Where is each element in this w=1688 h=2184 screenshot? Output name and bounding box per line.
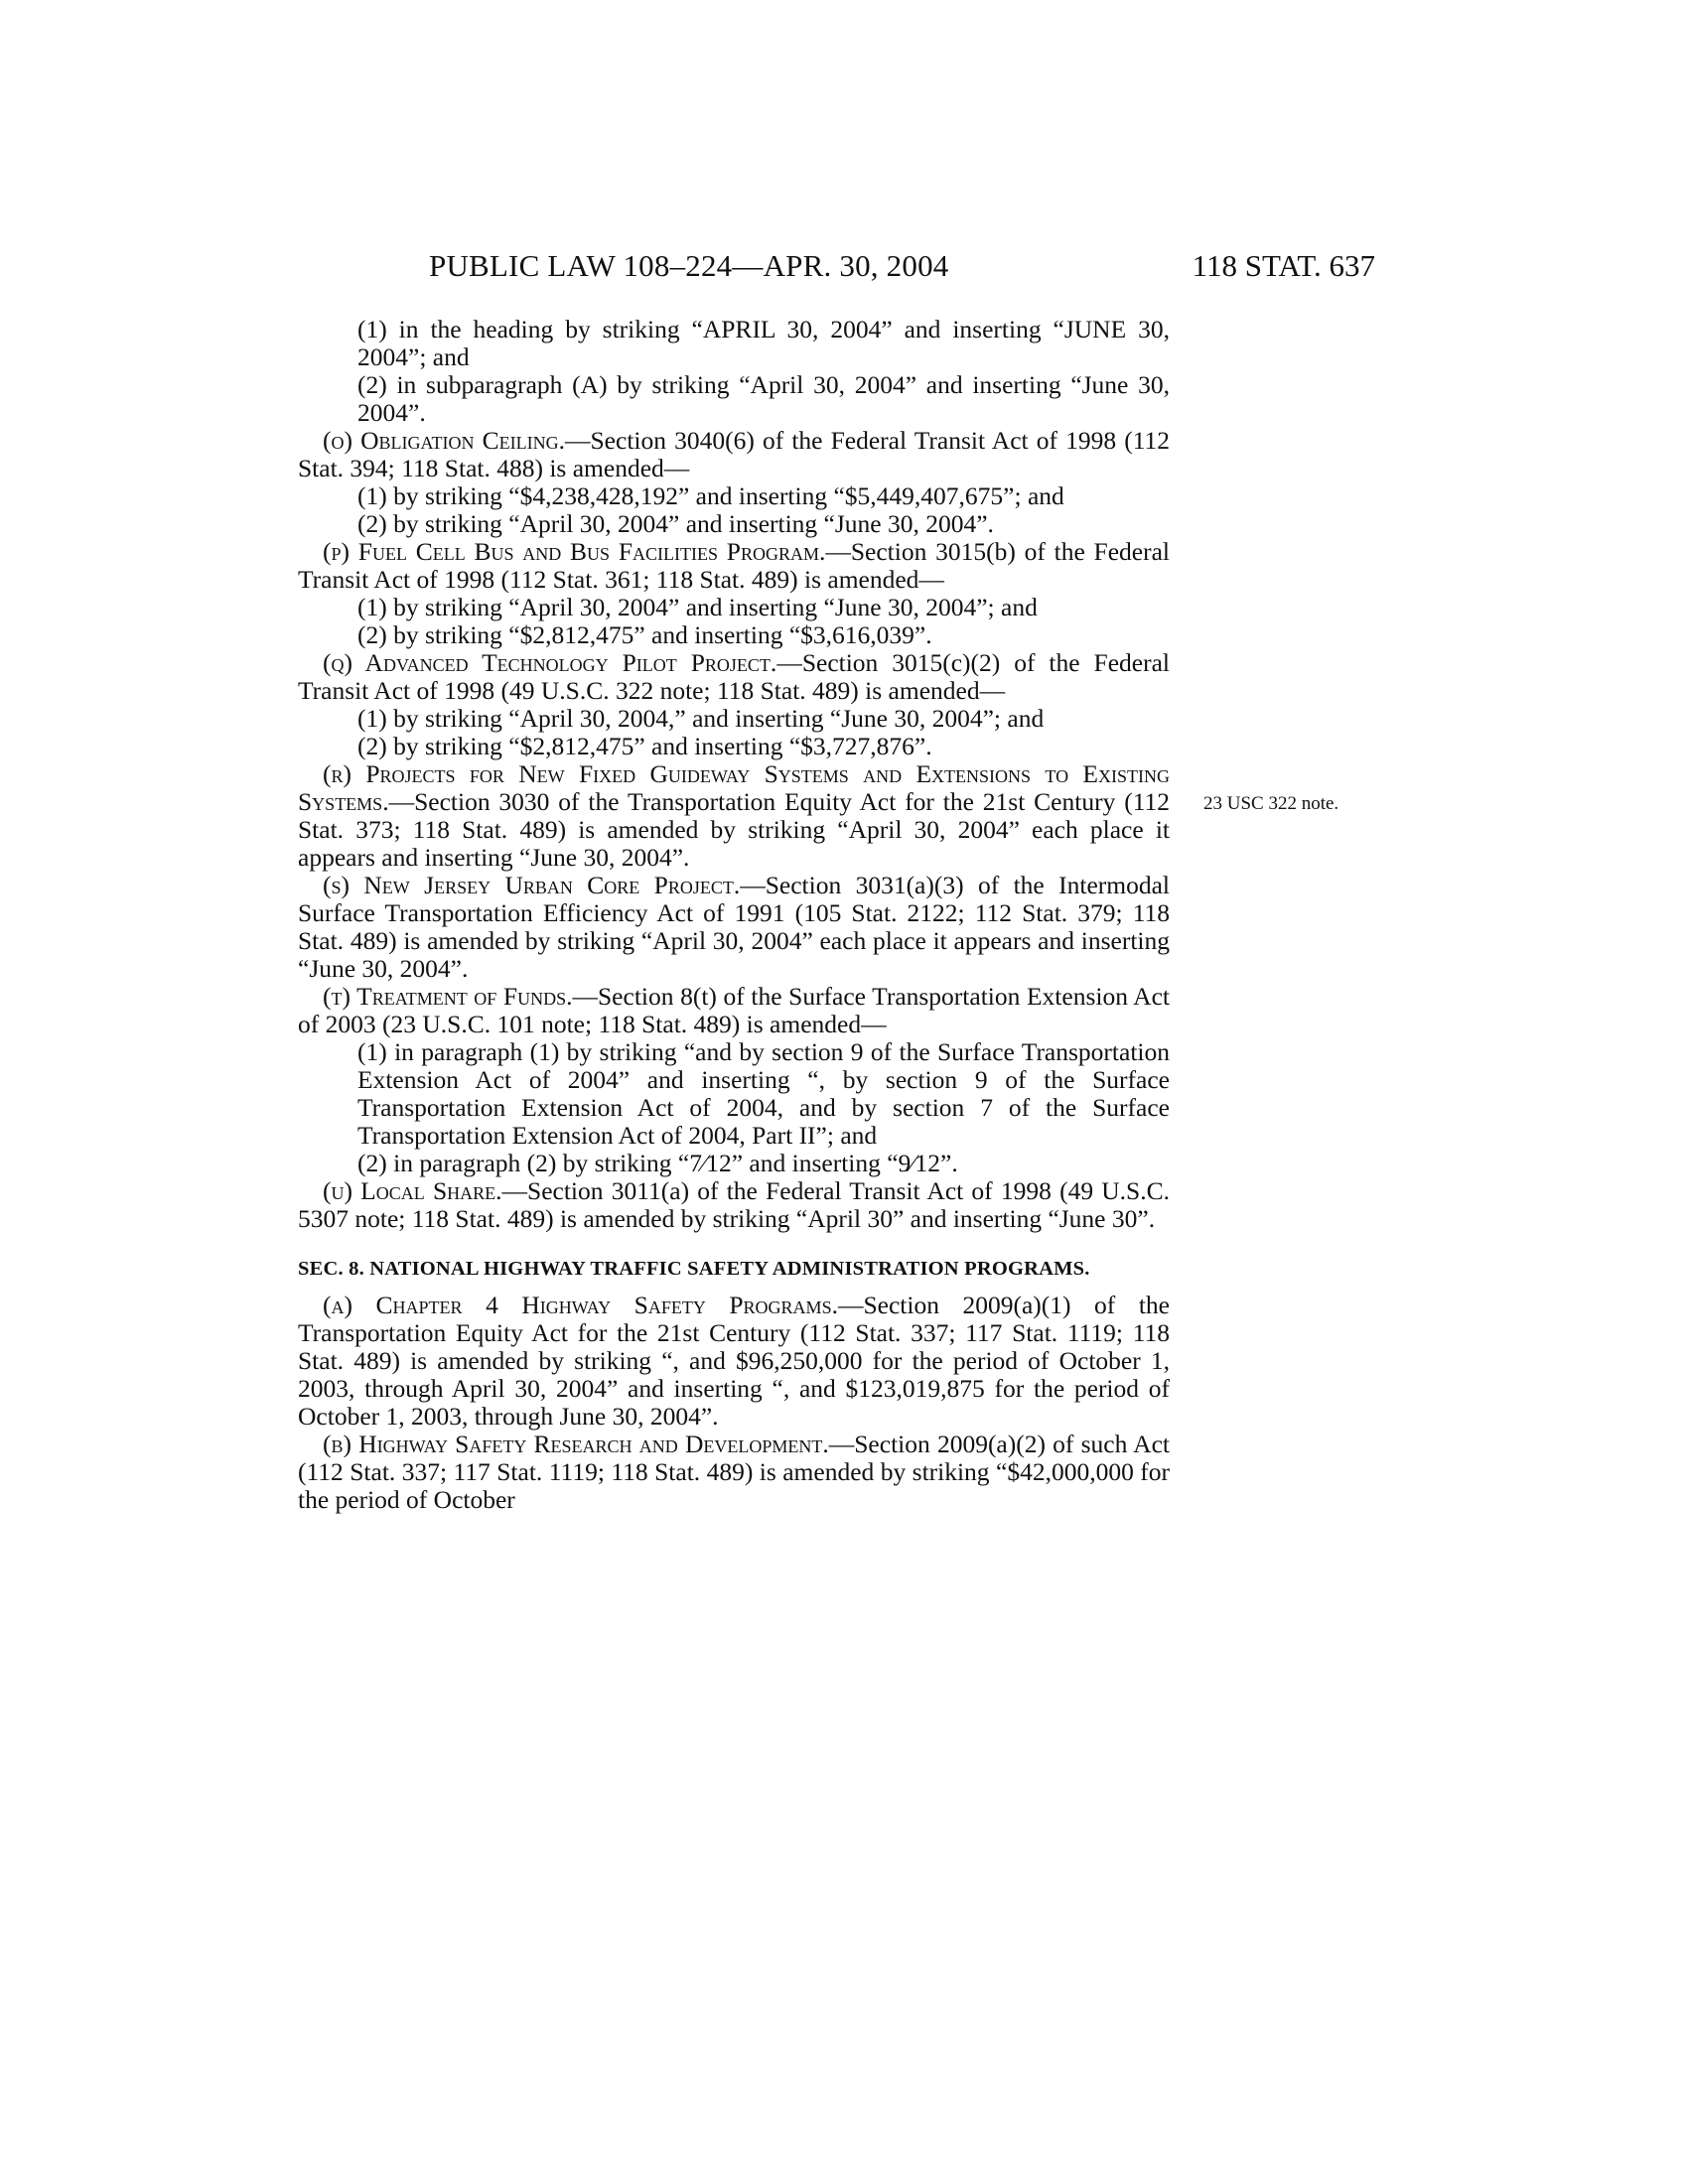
subsection-t bbox=[298, 983, 1170, 1038]
subsection-text: —Section 3040(6) of the Federal Transit Act of 1998 (112 Stat. 394; 118 Stat. 488) is amended— bbox=[298, 426, 1170, 482]
clause-q1: (1) by striking “April 30, 2004,” and inserting “June 30, 2004”; and bbox=[357, 704, 1045, 733]
subsection-p bbox=[298, 538, 1170, 594]
margin-note: 23 USC 322 note. bbox=[1203, 793, 1339, 814]
clause-t1: (1) in paragraph (1) by striking “and by section 9 of the Surface Transportation Extension Act of 2004” and inserting “, by section 9 of the Surface Transportation Extension Act of 2004, and by section 7 of the Surface Transportation Extension Act of 2004, Part II”; and bbox=[357, 1037, 1170, 1150]
subsection-text: —Section 2009(a)(1) of the Transportation Equity Act for the 21st Century (112 Stat. 337; 117 Stat. 1119; 118 Stat. 489) is amended by striking “, and $96,250,000 for the period of October 1, 2003, through April 30, 2004” and inserting “, and $123,019,875 for the period of October 1, 2003, through June 30, 2004”. bbox=[298, 1291, 1170, 1431]
clause-o2: (2) by striking “April 30, 2004” and inserting “June 30, 2004”. bbox=[357, 509, 994, 538]
subsection-heading: (r) Projects for New Fixed Guideway Systems and Extensions to Existing Systems. bbox=[298, 759, 1170, 816]
subsection-text: —Section 3015(b) of the Federal Transit Act of 1998 (112 Stat. 361; 118 Stat. 489) is amended— bbox=[298, 537, 1170, 594]
subsection-s bbox=[298, 872, 1170, 983]
clause-q2: (2) by striking “$2,812,475” and inserting “$3,727,876”. bbox=[357, 732, 932, 760]
subsection-o bbox=[298, 427, 1170, 482]
clause-n2: (2) in subparagraph (A) by striking “April 30, 2004” and inserting “June 30, 2004”. bbox=[357, 370, 1170, 427]
subsection-text: —Section 3015(c)(2) of the Federal Transit Act of 1998 (49 U.S.C. 322 note; 118 Stat. 489) is amended— bbox=[298, 648, 1170, 705]
subsection-text: —Section 3011(a) of the Federal Transit Act of 1998 (49 U.S.C. 5307 note; 118 Stat. 489) is amended by striking “April 30” and inserting “June 30”. bbox=[298, 1176, 1170, 1233]
page-stat-number: 118 STAT. 637 bbox=[1192, 248, 1375, 283]
clause-p2: (2) by striking “$2,812,475” and inserting “$3,616,039”. bbox=[357, 620, 932, 649]
subsection-text: —Section 3031(a)(3) of the Intermodal Surface Transportation Efficiency Act of 1991 (105 Stat. 2122; 112 Stat. 379; 118 Stat. 489) is amended by striking “April 30, 2004” each place it appears and inserting “June 30, 2004”. bbox=[298, 871, 1170, 983]
subsection-heading: (s) New Jersey Urban Core Project. bbox=[323, 871, 741, 899]
document-body bbox=[298, 316, 1170, 1514]
subsection-r bbox=[298, 760, 1170, 872]
clause-p1: (1) by striking “April 30, 2004” and inserting “June 30, 2004”; and bbox=[357, 593, 1038, 621]
subsection-heading: (o) Obligation Ceiling. bbox=[323, 426, 565, 455]
subsection-q bbox=[298, 649, 1170, 705]
subsection-heading: (a) Chapter 4 Highway Safety Programs. bbox=[323, 1291, 838, 1319]
page-header bbox=[298, 248, 1375, 292]
subsection-text: —Section 8(t) of the Surface Transportation Extension Act of 2003 (23 U.S.C. 101 note; 118 Stat. 489) is amended— bbox=[298, 982, 1170, 1038]
subsection-text: —Section 3030 of the Transportation Equity Act for the 21st Century (112 Stat. 373; 118 Stat. 489) is amended by striking “April 30, 2004” each place it appears and inserting “June 30, 2004”. bbox=[298, 787, 1170, 872]
subsection-heading: (p) Fuel Cell Bus and Bus Facilities Program. bbox=[323, 537, 826, 566]
running-head: PUBLIC LAW 108–224—APR. 30, 2004 bbox=[429, 248, 949, 283]
clause-t2: (2) in paragraph (2) by striking “7⁄12” and inserting “9⁄12”. bbox=[357, 1149, 958, 1177]
subsection-heading: (u) Local Share. bbox=[323, 1176, 502, 1205]
clause-o1: (1) by striking “$4,238,428,192” and inserting “$5,449,407,675”; and bbox=[357, 481, 1064, 510]
section-heading: SEC. 8. NATIONAL HIGHWAY TRAFFIC SAFETY ADMINISTRATION PROGRAMS. bbox=[298, 1258, 1090, 1280]
subsection-heading: (t) Treatment of Funds. bbox=[323, 982, 573, 1011]
subsection-heading: (b) Highway Safety Research and Development. bbox=[323, 1430, 829, 1458]
subsection-b bbox=[298, 1431, 1170, 1514]
subsection-text: —Section 2009(a)(2) of such Act (112 Stat. 337; 117 Stat. 1119; 118 Stat. 489) is amended by striking “$42,000,000 for the period of October bbox=[298, 1430, 1170, 1514]
subsection-a bbox=[298, 1292, 1170, 1431]
subsection-u bbox=[298, 1177, 1170, 1233]
clause-n1: (1) in the heading by striking “APRIL 30, 2004” and inserting “JUNE 30, 2004”; and bbox=[357, 315, 1170, 371]
subsection-heading: (q) Advanced Technology Pilot Project. bbox=[323, 648, 777, 677]
